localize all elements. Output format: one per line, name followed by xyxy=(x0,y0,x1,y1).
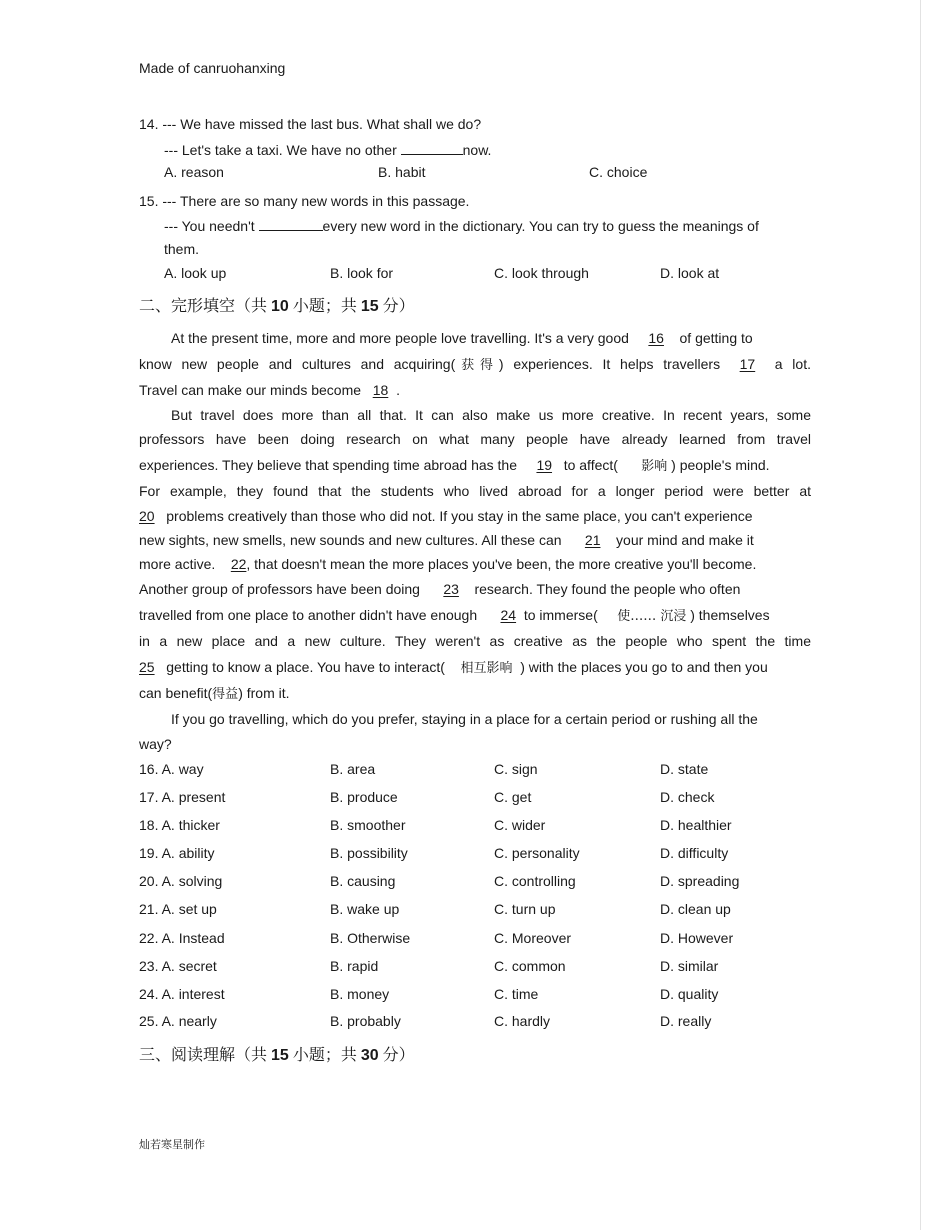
blank-number: 25 xyxy=(139,659,155,675)
answer-blank xyxy=(401,140,463,155)
choice-option: C. turn up xyxy=(494,901,556,917)
page-footer: 灿若寒星制作 xyxy=(139,1138,205,1151)
passage-line: At the present time, more and more people love travelling. It's a very good 16 of getting to xyxy=(171,330,753,346)
choice-option: B. Otherwise xyxy=(330,930,411,946)
choice-option: D. check xyxy=(660,789,715,805)
choice-option: D. state xyxy=(660,761,709,777)
choice-option: B. causing xyxy=(330,873,396,889)
choice-option: D. spreading xyxy=(660,873,740,889)
q14-stem: 14. --- We have missed the last bus. What shall we do? xyxy=(139,116,482,132)
answer-blank xyxy=(259,216,323,231)
passage-line: professors have been doing research on what many people have already learned from travel xyxy=(139,431,811,447)
q15-option: A. look up xyxy=(164,265,227,281)
choice-option: B. possibility xyxy=(330,845,408,861)
q15-reply-cont: them. xyxy=(164,241,200,257)
q15-stem: 15. --- There are so many new words in this passage. xyxy=(139,193,470,209)
choice-option: D. clean up xyxy=(660,901,731,917)
choice-option: 21. A. set up xyxy=(139,901,217,917)
choice-option: 18. A. thicker xyxy=(139,817,220,833)
choice-option: D. However xyxy=(660,930,734,946)
passage-line: But travel does more than all that. It can also make us more creative. In recent years, some xyxy=(171,407,811,423)
choice-option: 20. A. solving xyxy=(139,873,223,889)
choice-option: B. wake up xyxy=(330,901,400,917)
section-heading-cloze: 二、完形填空（共 10 小题；共 15 分） xyxy=(139,296,415,315)
blank-number: 19 xyxy=(536,457,553,473)
choice-option: D. similar xyxy=(660,958,719,974)
section-heading-reading: 三、阅读理解（共 15 小题；共 30 分） xyxy=(139,1045,415,1064)
choice-option: 22. A. Instead xyxy=(139,930,225,946)
choice-option: 23. A. secret xyxy=(139,958,217,974)
choice-option: D. healthier xyxy=(660,817,732,833)
passage-line: in a new place and a new culture. They weren't as creative as the people who spent the time xyxy=(139,633,811,649)
choice-option: 25. A. nearly xyxy=(139,1013,217,1029)
passage-line: can benefit(得益) from it. xyxy=(139,685,290,702)
choice-option: B. rapid xyxy=(330,958,379,974)
passage-line: 25 getting to know a place. You have to interact( 相互影响 ) with the places you go to and then you xyxy=(139,659,768,676)
q14-reply: --- Let's take a taxi. We have no other now. xyxy=(164,142,492,158)
choice-option: 24. A. interest xyxy=(139,986,225,1002)
blank-number: 24 xyxy=(500,607,517,623)
choice-option: 17. A. present xyxy=(139,789,226,805)
blank-number: 17 xyxy=(739,356,756,372)
choice-option: B. area xyxy=(330,761,376,777)
choice-option: 16. A. way xyxy=(139,761,204,777)
choice-option: B. money xyxy=(330,986,390,1002)
blank-number: 23 xyxy=(443,581,459,597)
choice-option: D. quality xyxy=(660,986,719,1002)
passage-line: Travel can make our minds become 18 . xyxy=(139,382,400,398)
page-header: Made of canruohanxing xyxy=(139,60,286,76)
choice-option: 19. A. ability xyxy=(139,845,215,861)
choice-option: C. Moreover xyxy=(494,930,572,946)
passage-line: Another group of professors have been doing 23 research. They found the people who often xyxy=(139,581,741,597)
q14-option: C. choice xyxy=(589,164,648,180)
q15-option: D. look at xyxy=(660,265,720,281)
passage-line: If you go travelling, which do you prefer, staying in a place for a certain period or rushing all the xyxy=(171,711,758,727)
choice-option: B. probably xyxy=(330,1013,401,1029)
passage-line: way? xyxy=(139,736,172,752)
passage-line: know new people and cultures and acquiring(获得) experiences. It helps travellers 17 a lot. xyxy=(139,356,811,373)
choice-option: C. personality xyxy=(494,845,580,861)
q14-option: B. habit xyxy=(378,164,426,180)
choice-option: B. smoother xyxy=(330,817,406,833)
passage-line: experiences. They believe that spending time abroad has the 19 to affect( 影响 ) people's mind. xyxy=(139,457,770,474)
choice-option: C. hardly xyxy=(494,1013,551,1029)
choice-option: B. produce xyxy=(330,789,398,805)
choice-option: D. difficulty xyxy=(660,845,729,861)
blank-number: 16 xyxy=(648,330,664,346)
choice-option: C. sign xyxy=(494,761,538,777)
page-edge xyxy=(920,0,921,1230)
passage-line: more active. 22, that doesn't mean the more places you've been, the more creative you'll become. xyxy=(139,556,757,572)
blank-number: 18 xyxy=(372,382,389,398)
blank-number: 20 xyxy=(139,508,155,524)
choice-option: C. time xyxy=(494,986,539,1002)
q15-option: B. look for xyxy=(330,265,394,281)
q14-option: A. reason xyxy=(164,164,224,180)
choice-option: D. really xyxy=(660,1013,712,1029)
q15-reply: --- You needn't every new word in the dictionary. You can try to guess the meanings of xyxy=(164,218,759,234)
passage-line: new sights, new smells, new sounds and new cultures. All these can 21 your mind and make it xyxy=(139,532,754,548)
q15-option: C. look through xyxy=(494,265,589,281)
choice-option: C. get xyxy=(494,789,532,805)
choice-option: C. controlling xyxy=(494,873,576,889)
blank-number: 21 xyxy=(584,532,601,548)
passage-line: For example, they found that the students who lived abroad for a longer period were better at xyxy=(139,483,811,499)
choice-option: C. common xyxy=(494,958,566,974)
passage-line: travelled from one place to another didn't have enough 24 to immerse( 使…… 沉浸 ) themselves xyxy=(139,607,770,624)
passage-line: 20 problems creatively than those who did not. If you stay in the same place, you can't experience xyxy=(139,508,753,524)
choice-option: C. wider xyxy=(494,817,546,833)
blank-number: 22 xyxy=(230,556,247,572)
